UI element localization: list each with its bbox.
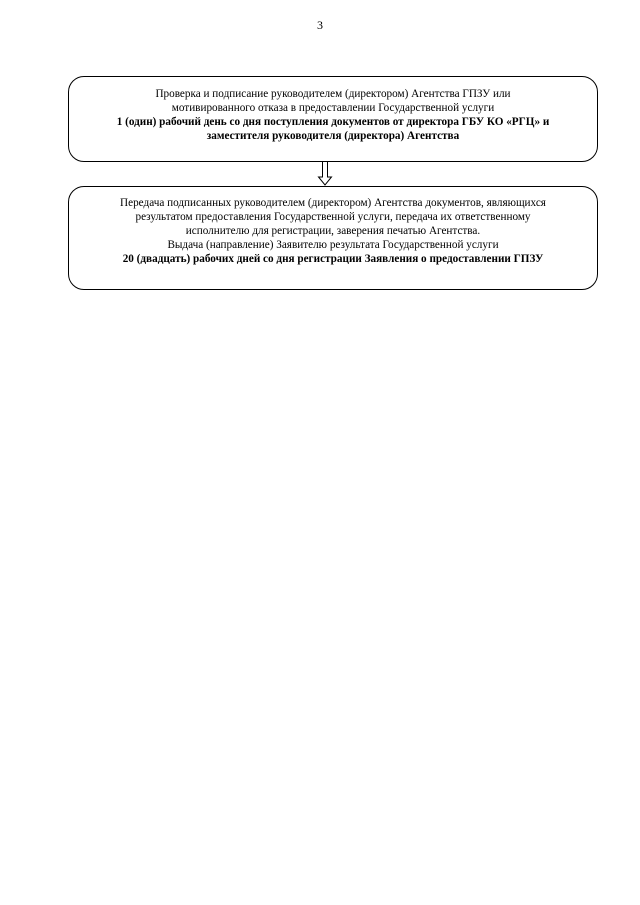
step-text-line: мотивированного отказа в предоставлении Государственной услуги xyxy=(171,102,495,114)
step-text-line: Выдача (направление) Заявителю результата Государственной услуги xyxy=(167,239,499,251)
page-number: 3 xyxy=(317,18,323,32)
flow-arrow-down-icon xyxy=(317,162,333,186)
flow-step-signing xyxy=(68,76,598,162)
step-text-line: исполнителю для регистрации, заверения печатью Агентства. xyxy=(185,225,481,237)
step-deadline-line: заместителя руководителя (директора) Агентства xyxy=(206,130,460,142)
step-text-line: Передача подписанных руководителем (директором) Агентства документов, являющихся xyxy=(120,197,546,209)
step-deadline-line: 1 (один) рабочий день со дня поступления документов от директора ГБУ КО «РГЦ» и xyxy=(116,116,550,128)
step-text-line: результатом предоставления Государственной услуги, передача их ответственному xyxy=(135,211,531,223)
flow-step-delivery xyxy=(68,186,598,290)
step-deadline-line: 20 (двадцать) рабочих дней со дня регистрации Заявления о предоставлении ГПЗУ xyxy=(122,253,544,265)
step-text-line: Проверка и подписание руководителем (директором) Агентства ГПЗУ или xyxy=(155,88,511,100)
